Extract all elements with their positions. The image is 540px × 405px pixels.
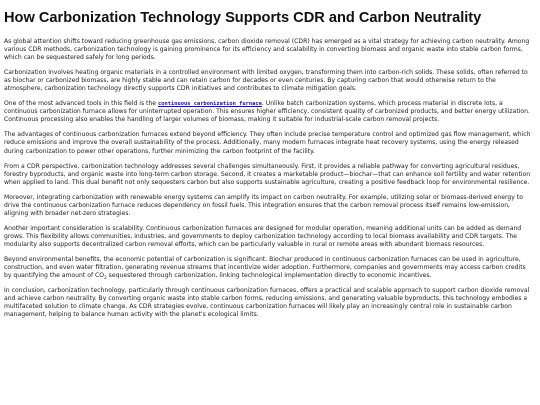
paragraph-carbonization-process: Carbonization involves heating organic materials in a controlled environment with limited oxygen, transforming them into carbon-rich solids. These solids, often referred to as biochar or carbonized biomass, are highly stable and can retain carbon for decades or even centuries. By capturing carbon that would otherwise return to the atmosphere, carbonization technology directly supports CDR initiatives and contributes to climate mitigation goals. [4,69,528,93]
paragraph-advantages: The advantages of continuous carbonization furnaces extend beyond efficiency. They often include precise temperature control and optimized gas flow management, which reduce emissions and improve the overall sustainability of the process. Additionally, many modern furnaces integrate heat recovery systems, using the energy released during carbonization to power other operations, further minimizing the carbon footprint of the facility. [4,131,531,155]
co2-subscript: 2 [104,275,107,281]
paragraph-renewable-integration: Moreover, integrating carbonization with renewable energy systems can amplify its impact on carbon neutrality. For example, utilizing solar or biomass-derived energy to drive the continuous carbonization furnace reduces dependency on fossil fuels. This integration ensures that the carbon removal process itself remains low-emission, aligning with broader net-zero strategies. [4,193,523,217]
paragraph-scalability: Another important consideration is scalability. Continuous carbonization furnaces are designed for modular operation, meaning additional units can be added as demand grows. This flexibility allows communities, industries, and governments to deploy carbonization technology according to local biomass availability and CDR targets. The modularity also supports decentralized carbon removal efforts, which can be particularly valuable in rural or remote areas with abundant biomass resources. [4,224,522,248]
paragraph-economic-potential [4,256,535,280]
paragraph-continuous-furnace [4,100,535,124]
paragraph-text: One of the most advanced tools in this field is the [4,100,158,108]
article-title: How Carbonization Technology Supports CDR and Carbon Neutrality [4,10,482,26]
paragraph-text: . Unlike batch carbonization systems, which process material in discrete lots, a continuous carbonization furnace allows for uninterrupted operation. This ensures higher efficiency, consistent quality of carbonized products, and better energy utilization. Continuous processing also enables the handling of larger volumes of biomass, making it suitable for industrial-scale carbon removal projects. [4,100,530,124]
paragraph-cdr-perspective: From a CDR perspective, carbonization technology addresses several challenges simultaneously. First, it provides a reliable pathway for converting agricultural residues, forestry byproducts, and organic waste into long-term carbon storage. Second, it creates a marketable product—biochar—that can enhance soil fertility and water retention when applied to land. This dual benefit not only sequesters carbon but also supports sustainable agriculture, creating a positive feedback loop for environmental resilience. [4,162,531,186]
paragraph-text: Beyond environmental benefits, the economic potential of carbonization is significant. Biochar produced in continuous carbonization furnaces can be used in agriculture, construction, and even water filtration, generating revenue streams that incentivize wider adoption. Furthermore, companies and governments may access carbon credits by quantifying the amount of CO [4,255,526,280]
paragraph-intro: As global attention shifts toward reducing greenhouse gas emissions, carbon dioxide removal (CDR) has emerged as a vital strategy for achieving carbon neutrality. Among various CDR methods, carbonization technology is gaining prominence for its efficiency and scalability in converting biomass and organic waste into stable carbon forms, which can be sequestered safely for long periods. [4,38,530,62]
continuous-carbonization-furnace-link[interactable]: continuous carbonization furnace [158,101,262,108]
paragraph-text: sequestered through carbonization, linking technological implementation directly to economic incentives. [106,272,432,280]
paragraph-conclusion: In conclusion, carbonization technology, particularly through continuous carbonization furnaces, offers a practical and scalable approach to support carbon dioxide removal and achieve carbon neutrality. By converting organic waste into stable carbon forms, reducing emissions, and generating valuable byproducts, this technology embodies a multifaceted solution to climate change. As CDR strategies evolve, continuous carbonization furnaces will likely play an increasingly central role in sustainable carbon management, helping to balance human activity with the planet's ecological limits. [4,287,530,319]
